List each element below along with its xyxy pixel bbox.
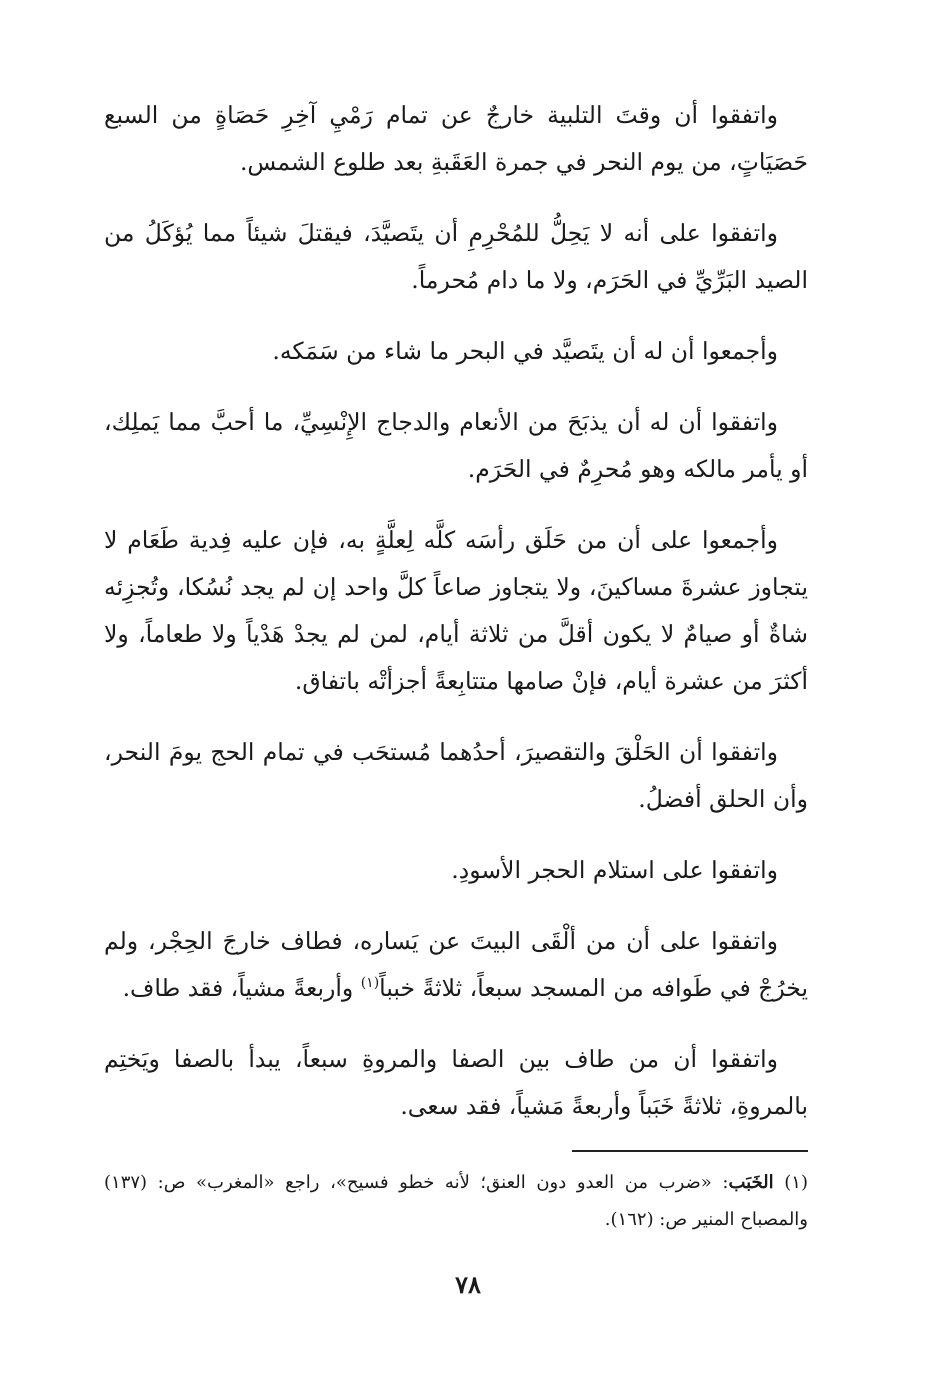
paragraph-talbiya: واتفقوا أن وقتَ التلبية خارجٌ عن تمام رَمْيِ آخِرِ حَصَاةٍ من السبع حَصَيَاتٍ، من يوم النحر في جمرة العَقَبةِ بعد طلوع الشمس. [104, 101, 808, 176]
footnote-text: : «ضرب من العدو دون العنق؛ لأنه خطو فسيح»، راجع «المغرب» ص: (١٣٧) والمصباح المنير ص: (١٦٢). [104, 1172, 808, 1230]
paragraph-tawaf-rest: وأربعةً مشياً، فقد طاف. [122, 974, 361, 1002]
footnote [104, 1164, 808, 1238]
paragraph-sai: واتفقوا أن من طاف بين الصفا والمروةِ سبعاً، يبدأ بالصفا ويَختِم بالمروةِ، ثلاثةً خَبَباً وأربعةً مَشياً، فقد سعى. [104, 1045, 808, 1120]
paragraph-tawaf-text: واتفقوا على أن من ألْقَى البيتَ عن يَساره، فطاف خارجَ الحِجْر، ولم يخرُجْ في طَوافه من المسجد سبعاً، ثلاثةً خبباً [104, 927, 808, 1002]
paragraph-halq-taqsir: واتفقوا أن الحَلْقَ والتقصيرَ، أحدُهما مُستحَب في تمام الحج يومَ النحر، وأن الحلق أفضلُ. [104, 738, 808, 813]
paragraph-slaughter: واتفقوا أن له أن يذبَحَ من الأنعام والدجاج الإِنْسِيِّ، ما أحبَّ مما يَملِك، أو يأمر مالكه وهو مُحرِمٌ في الحَرَم. [104, 408, 808, 483]
page-number: ٧٨ [455, 1270, 481, 1299]
paragraph-black-stone: واتفقوا على استلام الحجر الأسودِ. [451, 856, 778, 884]
footnote-separator [572, 1150, 808, 1152]
page-body [104, 92, 808, 1154]
paragraph-shaving-fidya: وأجمعوا على أن من حَلَق رأسَه كلَّه لِعلَّةٍ به، فإن عليه فِدية طَعَام لا يتجاوز عشرةَ مساكينَ، ولا يتجاوز صاعاً كلَّ واحد إن لم يجد نُسُكا، وتُجزِئه شاةٌ أو صيامٌ لا يكون أقلَّ من ثلاثة أيام، لمن لم يجدْ هَدْياً ولا طعاماً، ولا أكثرَ من عشرة أيام، فإنْ صامها متتابِعةً أجزأتْه باتفاق. [104, 526, 808, 695]
paragraph-sea-hunting: وأجمعوا أن له أن يتَصيَّد في البحر ما شاء من سَمَكه. [272, 337, 778, 365]
paragraph-hunting: واتفقوا على أنه لا يَحِلُّ للمُحْرِمِ أن يتَصيَّدَ، فيقتلَ شيئاً مما يُؤكَلُ من الصيد البَرِّيِّ في الحَرَم، ولا ما دام مُحرماً. [104, 219, 808, 294]
footnote-marker[interactable]: (١) [360, 975, 380, 992]
footnote-term: الخَبَب [728, 1172, 774, 1193]
paragraph-tawaf [104, 918, 808, 1012]
footnote-number: (١) [784, 1172, 808, 1193]
